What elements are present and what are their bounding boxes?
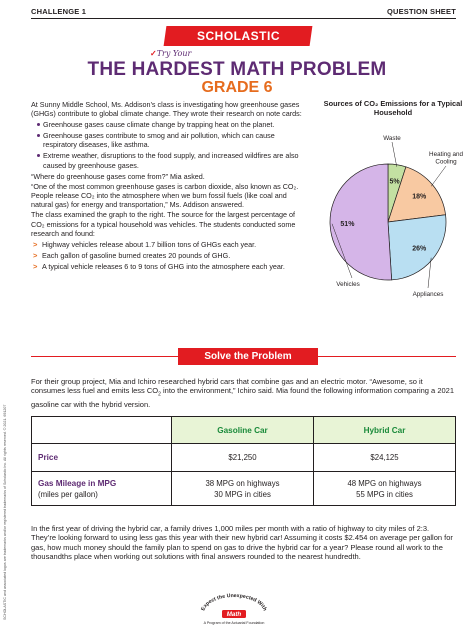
footer-program-text: A Program of the Actuarial Foundation [203,621,265,625]
finding-text: Highway vehicles release about 1.7 billion tons of GHGs each year. [42,239,257,249]
hybrid-car-header: Hybrid Car [314,417,456,444]
pie-percent-label: 5% [389,178,400,186]
copyright-sidebar [3,300,13,620]
logo-text: SCHOLASTIC [196,29,280,43]
scholastic-logo [164,26,313,46]
pie-category-label: Waste [383,135,401,142]
note-card-list [37,120,308,169]
hybrid-price: $24,125 [314,444,456,472]
pie-category-label: Appliances [412,291,444,298]
table-header-row [32,417,456,444]
math-badge-text: Math [226,611,242,619]
intro-section [31,100,308,273]
grade-label: GRADE 6 [201,79,273,96]
hybrid-intro-paragraph [31,377,456,410]
intro-paragraph-2: “Where do greenhouse gases come from?” Mia asked. [31,171,205,181]
header-bar [0,0,474,22]
check-mark-icon: ✓ [150,48,157,58]
gasoline-car-header: Gasoline Car [172,417,314,444]
chevron-right-icon: > [33,250,38,260]
car-comparison-table [31,416,456,506]
mileage-label-cell [32,472,172,506]
pie-percent-label: 26% [412,245,427,253]
intro-paragraph-1: At Sunny Middle School, Ms. Addison’s class is investigating how greenhouse gases (GHGs) contribute to global climate change. They wrote their research on note cards: [31,100,302,119]
problem-question: In the first year of driving the hybrid car, a family drives 1,000 miles per month with a ratio of highway to city miles of 2:3. They’re looking forward to using less gas this year with their new hybrid car! Assuming it costs $2.454 on average per gallon for gas, how much money should the family plan to spend on gas to drive the hybrid car for a year? Please round all work to the thousandths place when working out solutions with final answers rounded to the nearest hundredth. [31,524,453,562]
table-row-mileage [32,472,456,506]
hybrid-highway-mpg: 48 MPG on highways [347,478,422,488]
finding-text: A typical vehicle releases 6 to 9 tons of GHG into the atmosphere each year. [42,261,285,271]
try-your-tag [150,48,191,58]
findings-list [33,240,308,271]
page-title: THE HARDEST MATH PROBLEM [87,59,387,80]
hybrid-city-mpg: 55 MPG in cities [356,489,413,499]
copyright-text: SCHOLASTIC and associated logos are trademarks and/or registered trademarks of Scholastic Inc. All rights reserved. © 2021. 691207 [3,404,7,620]
hybrid-intro-text-a: For their group project, Mia and Ichiro researched hybrid cars that combine gas and an electric motor. “Awesome, so it consumes less fuel and emits less CO [31,377,423,396]
svg-text:Expect the Unexpected With [200,593,267,612]
finding-item [33,262,308,271]
note-card-item: Greenhouse gases contribute to smog and air pollution, which can cause respiratory diseases, like asthma. [37,131,308,149]
pie-percent-label: 18% [412,193,427,201]
math-program-logo [196,593,272,627]
finding-item [33,251,308,260]
mileage-label: Gas Mileage in MPG [38,478,117,488]
gasoline-price: $21,250 [172,444,314,472]
gasoline-city-mpg: 30 MPG in cities [214,489,271,499]
chevron-right-icon: > [33,261,38,271]
finding-text: Each gallon of gasoline burned creates 20 pounds of GHG. [42,250,231,260]
price-label: Price [32,444,172,472]
note-card-item: Extreme weather, disruptions to the food supply, and increased wildfires are also caused by greenhouse gases. [37,151,308,169]
challenge-label: CHALLENGE 1 [31,7,87,16]
solve-banner-label: Solve the Problem [178,348,318,365]
intro-paragraph-4: The class examined the graph to the right. The source for the largest percentage of CO₂ emissions for a typical household was vehicles. The students conducted some research and found: [31,210,296,238]
gasoline-highway-mpg: 38 MPG on highways [205,478,280,488]
chart-title: Sources of CO₂ Emissions for a Typical Household [323,99,463,117]
pie-chart-svg [318,96,468,306]
footer-tagline: Expect the Unexpected With [200,593,268,612]
co2-pie-chart [318,96,468,306]
note-card-item: Greenhouse gases cause climate change by trapping heat on the planet. [37,120,308,129]
pie-percent-label: 51% [340,220,355,228]
intro-paragraph-3: “One of the most common greenhouse gases is carbon dioxide, also known as CO₂. People release CO₂ into the atmosphere when we burn fossil fuels (like coal and natural gas) for energy and transportation,” Ms. Addison answered. [31,181,299,210]
try-your-text: Try Your [156,49,192,58]
sheet-type-label: QUESTION SHEET [386,7,456,16]
table-row-price [32,444,456,472]
gasoline-mileage [172,472,314,506]
table-corner-cell [32,417,172,444]
pie-leader-line [392,142,397,167]
pie-leader-line [431,166,446,186]
pie-category-label: Vehicles [336,281,360,288]
mileage-sublabel: (miles per gallon) [38,489,98,499]
co2-subscript: 2 [158,391,161,398]
finding-item [33,240,308,249]
hybrid-mileage [314,472,456,506]
pie-category-label: Heating and [429,151,463,158]
header-divider [31,18,456,19]
pie-category-label: Cooling [435,158,457,166]
pie-slice-vehicles [330,164,392,280]
chevron-right-icon: > [33,239,38,249]
hybrid-intro-text-b: into the environment,” Ichiro said. Mia found the following information comparing a 2021 gasoline car with the hybrid version. [31,386,455,410]
solve-banner [31,348,456,365]
